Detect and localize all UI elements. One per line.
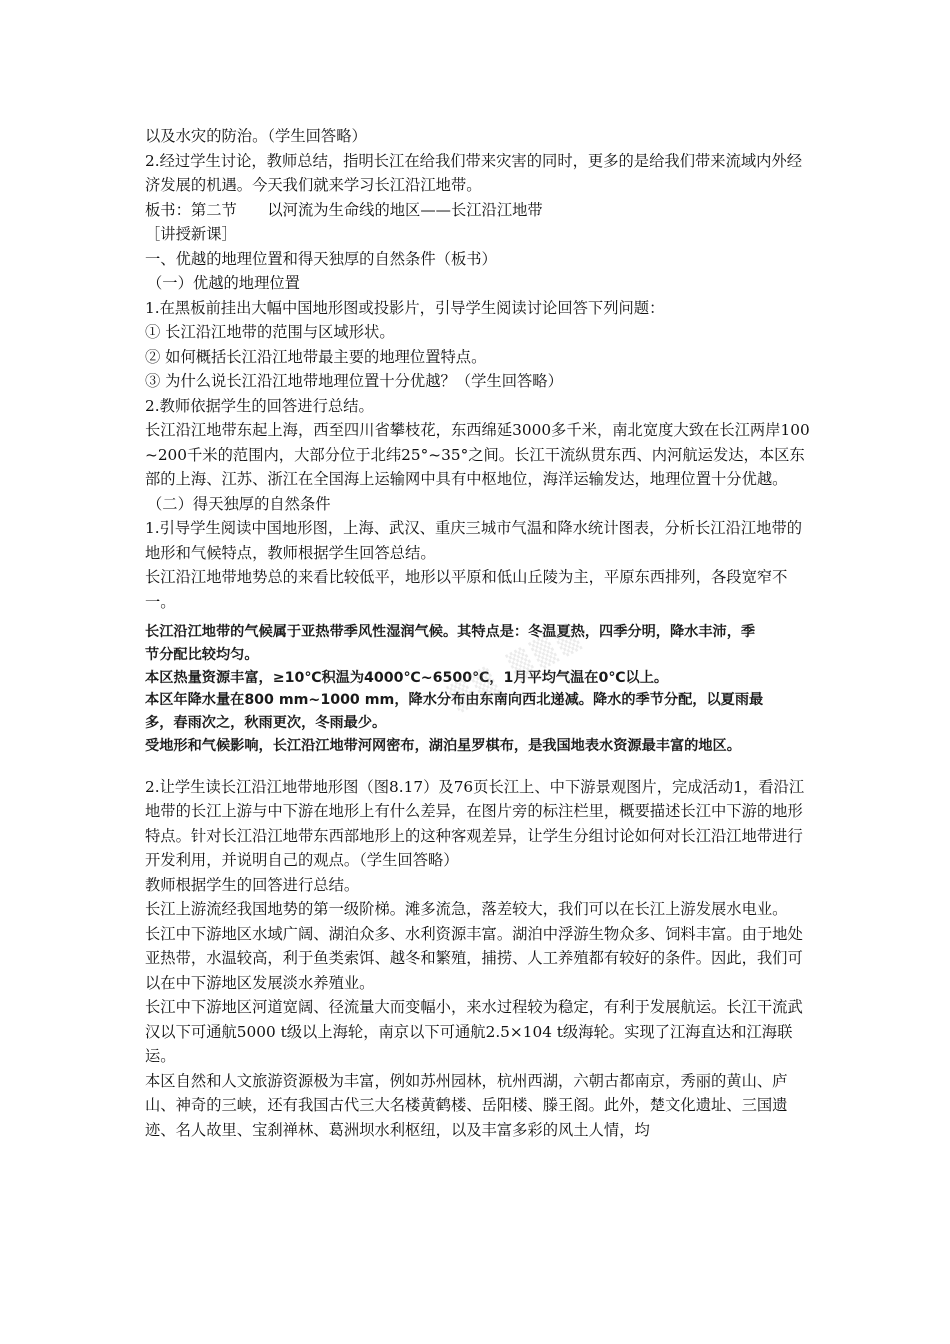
- question-item: ① 长江沿江地带的范围与区域形状。: [145, 323, 395, 341]
- subsection-heading: （二）得天独厚的自然条件: [147, 494, 331, 513]
- section-heading: 一、优越的地理位置和得天独厚的自然条件（板书）: [145, 249, 497, 268]
- paragraph: 长江中下游地区河道宽阔、径流量大而变幅小，来水过程较为稳定，有利于发展航运。长江干流武汉以下可通航5000 t级以上海轮，南京以下可通航2.5×104 t级海轮。实现了江海直达和江海联运。: [145, 998, 803, 1066]
- section-marker: ［讲授新课］: [145, 225, 237, 243]
- paragraph: 2.经过学生讨论，教师总结，指明长江在给我们带来灾害的同时，更多的是给我们带来流域内外经济发展的机遇。今天我们就来学习长江沿江地带。: [145, 151, 803, 194]
- insert-paragraph: 受地形和气候影响，长江沿江地带河网密布，湖泊星罗棋布，是我国地表水资源最丰富的地区。: [145, 737, 741, 754]
- paragraph: 长江中下游地区水域广阔、湖泊众多、水利资源丰富。湖泊中浮游生物众多、饲料丰富。由于地处亚热带，水温较高，利于鱼类索饵、越冬和繁殖，捕捞、人工养殖都有较好的条件。因此，我们可以在中下游地区发展淡水养殖业。: [145, 924, 803, 992]
- paragraph: 长江沿江地带东起上海，西至四川省攀枝花，东西绵延3000多千米，南北宽度大致在长江两岸100~200千米的范围内，大部分位于北纬25°~35°之间。长江干流纵贯东西、内河航运发达，本区东部的上海、江苏、浙江在全国海上运输网中具有中枢地位，海洋运输发达，地理位置十分优越。: [145, 421, 810, 488]
- insert-paragraph: 本区年降水量在800 mm~1000 mm，降水分布由东南向西北递减。降水的季节分配，以夏雨最多，春雨次之，秋雨更次，冬雨最少。: [145, 692, 764, 732]
- paragraph: 长江上游流经我国地势的第一级阶梯。滩多流急，落差较大，我们可以在长江上游发展水电业。: [145, 900, 788, 919]
- insert-paragraph: 本区热量资源丰富，≥10℃积温为4000℃~6500℃，1月平均气温在0℃以上。: [145, 669, 669, 686]
- paragraph: 2.让学生读长江沿江地带地形图（图8.17）及76页长江上、中下游景观图片，完成活动1，看沿江地带的长江上游与中下游在地形上有什么差异，在图片旁的标注栏里，概要描述长江中下游的地形特点。针对长江沿江地带东西部地形上的这种客观差异，让学生分组讨论如何对长江沿江地带进行开发利用，并说明自己的观点。（学生回答略）: [145, 777, 805, 870]
- inserted-text-image: [145, 621, 765, 758]
- question-item: ③ 为什么说长江沿江地带地理位置十分优越？（学生回答略）: [145, 372, 563, 390]
- paragraph: 本区自然和人文旅游资源极为丰富，例如苏州园林，杭州西湖，六朝古都南京，秀丽的黄山、庐山、神奇的三峡，还有我国古代三大名楼黄鹤楼、岳阳楼、滕王阁。此外，楚文化遗址、三国遗迹、名人故里、宝刹禅林、葛洲坝水利枢纽，以及丰富多彩的风土人情，均: [145, 1071, 788, 1139]
- document-page: [145, 124, 815, 1142]
- board-heading: 板书：第二节 以河流为生命线的地区——长江沿江地带: [145, 200, 543, 219]
- paragraph: 1.引导学生阅读中国地形图，上海、武汉、重庆三城市气温和降水统计图表，分析长江沿江地带的地形和气候特点，教师根据学生回答总结。: [145, 519, 803, 562]
- watermark: ▒▒ ▒▒▒: [446, 619, 589, 715]
- question-item: ② 如何概括长江沿江地带最主要的地理位置特点。: [145, 347, 487, 366]
- paragraph: 1.在黑板前挂出大幅中国地形图或投影片，引导学生阅读讨论回答下列问题：: [145, 298, 665, 317]
- subsection-heading: （一）优越的地理位置: [147, 274, 300, 292]
- paragraph: 长江沿江地带地势总的来看比较低平，地形以平原和低山丘陵为主，平原东西排列，各段宽窄不一。: [145, 568, 788, 611]
- paragraph: 2.教师依据学生的回答进行总结。: [145, 396, 374, 415]
- spacer: [145, 758, 815, 775]
- insert-paragraph: 长江沿江地带的气候属于亚热带季风性湿润气候。其特点是：冬温夏热，四季分明，降水丰沛，季节分配比较均匀。: [145, 624, 756, 663]
- paragraph: 以及水灾的防治。（学生回答略）: [145, 127, 367, 145]
- paragraph: 教师根据学生的回答进行总结。: [145, 875, 360, 894]
